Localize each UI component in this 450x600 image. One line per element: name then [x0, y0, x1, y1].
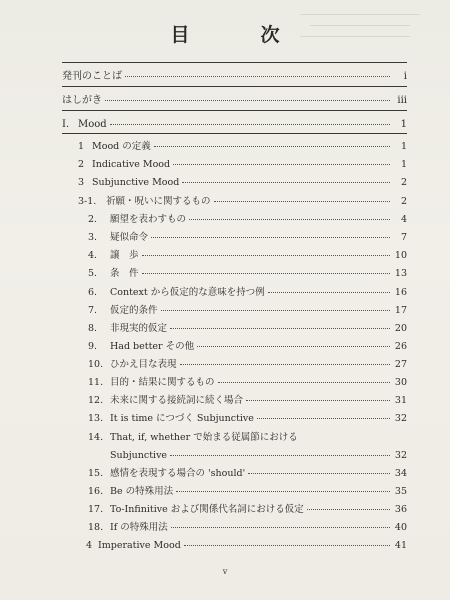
dot-leader [142, 273, 390, 274]
dot-leader [142, 255, 390, 256]
toc-entry-subsection: 3-1. 祈願・呪いに関するもの 2 [78, 196, 407, 207]
toc-entry-subsection: 13. It is time につづく Subjunctive 32 [88, 413, 407, 424]
top-rule [62, 62, 407, 63]
dot-leader [173, 164, 390, 165]
dot-leader [248, 473, 390, 474]
toc-entry-subsection: 3. 疑似命令 7 [88, 232, 407, 243]
toc-entry-subsection: 5. 条 件 13 [88, 268, 407, 279]
toc-entry-subsection: 16. Be の特殊用法 35 [88, 486, 407, 497]
rule-after-chapter [62, 133, 407, 134]
toc-entry-subsection: 4. 譲 歩 10 [88, 250, 407, 261]
page-number-marker: v [222, 567, 228, 576]
toc-entry-subsection-14-line1: 14. That, if, whether で始まる従属節における [88, 432, 298, 443]
toc-entry-subsection-14-line2: Subjunctive 32 [110, 450, 407, 461]
dot-leader [214, 201, 390, 202]
toc-entry-subsection: 11. 目的・結果に関するもの 30 [88, 377, 407, 388]
toc-entry-subsection: 9. Had better その他 26 [88, 341, 407, 352]
dot-leader [184, 545, 390, 546]
dot-leader [246, 400, 390, 401]
dot-leader [171, 527, 390, 528]
dot-leader [182, 182, 390, 183]
dot-leader [110, 124, 390, 125]
dot-leader [154, 146, 390, 147]
toc-entry-preface: はしがき iii [62, 95, 407, 106]
dot-leader [151, 237, 390, 238]
toc-entry-subsection: 7. 仮定的条件 17 [88, 305, 407, 316]
dot-leader [125, 76, 390, 77]
toc-entry-subsection: 18. If の特殊用法 40 [88, 522, 407, 533]
dot-leader [170, 455, 390, 456]
toc-entry-subsection: 6. Context から仮定的な意味を持つ例 16 [88, 287, 407, 298]
toc-entry-chapter-mood: I. Mood 1 [62, 119, 407, 130]
dot-leader [161, 310, 390, 311]
dot-leader [170, 328, 390, 329]
toc-entry-subsection: 12. 未来に関する接続詞に続く場合 31 [88, 395, 407, 406]
dot-leader [257, 418, 390, 419]
rule-after-foreword [62, 86, 407, 87]
dot-leader [189, 219, 390, 220]
toc-entry-foreword: 発刊のことば i [62, 71, 407, 82]
toc-entry-section-1: 1 Mood の定義 1 [78, 141, 407, 152]
toc-entry-section-4: 4 Imperative Mood 41 [86, 540, 407, 551]
toc-entry-section-3: 3 Subjunctive Mood 2 [78, 177, 407, 188]
page-title: 目 次 [170, 24, 306, 46]
dot-leader [197, 346, 390, 347]
toc-entry-subsection: 2. 願望を表わすもの 4 [88, 214, 407, 225]
rule-after-preface [62, 110, 407, 111]
dot-leader [105, 100, 390, 101]
toc-entry-section-2: 2 Indicative Mood 1 [78, 159, 407, 170]
toc-entry-subsection: 15. 感情を表現する場合の 'should' 34 [88, 468, 407, 479]
dot-leader [218, 382, 390, 383]
toc-entry-subsection: 17. To-Infinitive および関係代名詞における仮定 36 [88, 504, 407, 515]
dot-leader [268, 292, 390, 293]
toc-entry-subsection: 8. 非現実的仮定 20 [88, 323, 407, 334]
dot-leader [176, 491, 390, 492]
dot-leader [180, 364, 390, 365]
dot-leader [307, 509, 390, 510]
toc-entry-subsection: 10. ひかえ目な表現 27 [88, 359, 407, 370]
